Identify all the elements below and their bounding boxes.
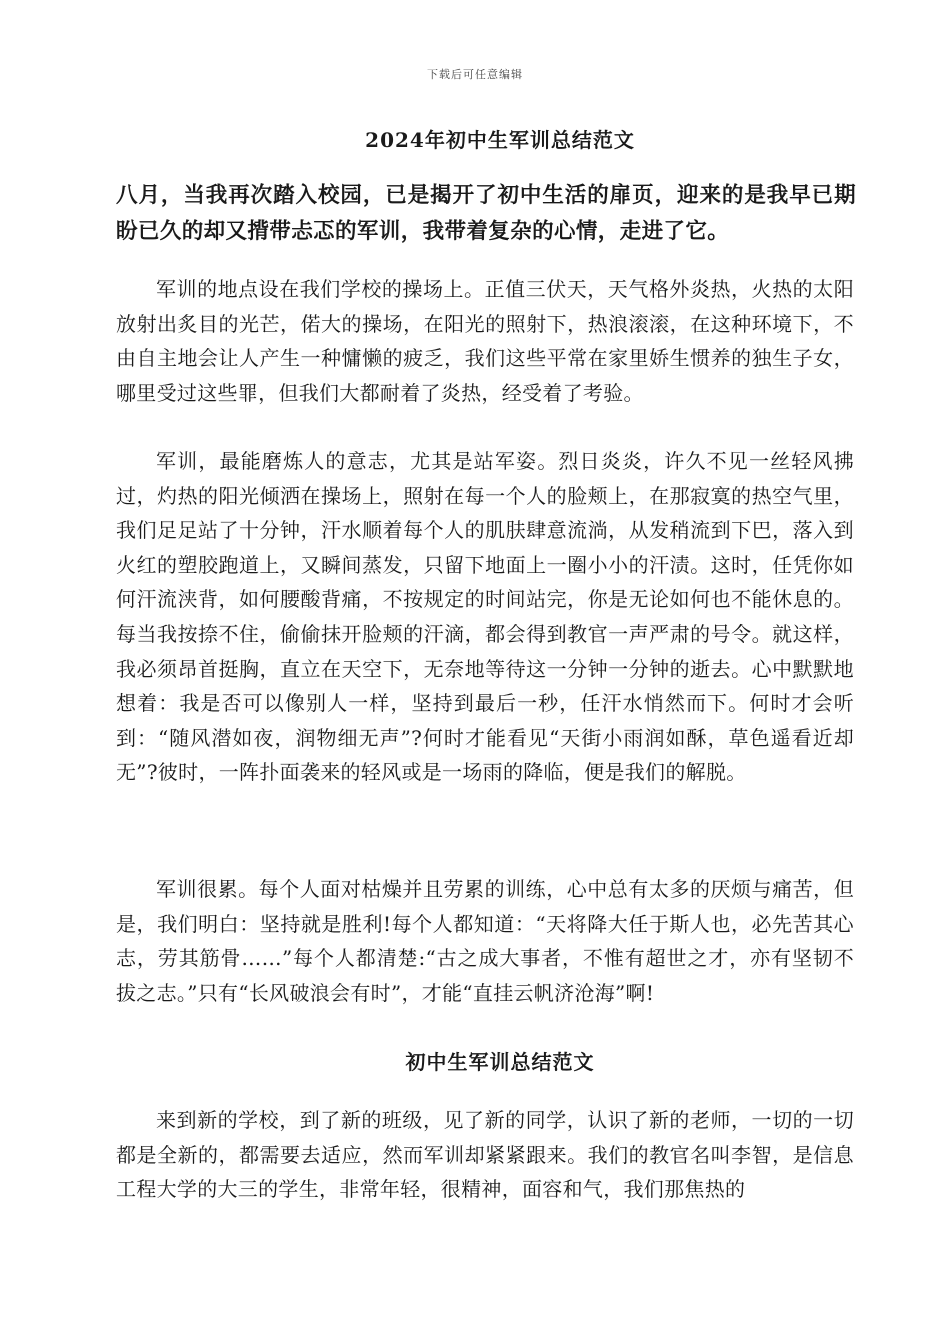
section-paragraph: 来到新的学校，到了新的班级，见了新的同学，认识了新的老师，一切的一切都是全新的，都需要去适应，然而军训却紧紧跟来。我们的教官名叫李智，是信息工程大学的大三的学生，非常年轻，很精神，面容和气，我们那焦热的	[116, 1108, 854, 1202]
lead-paragraph: 八月，当我再次踏入校园，已是揭开了初中生活的扉页，迎来的是我早已期盼已久的却又揹带忐忑的军训，我带着复杂的心情，走进了它。	[116, 183, 856, 244]
header-note: 下载后可任意编辑	[427, 68, 523, 81]
body-paragraph: 军训，最能磨炼人的意志，尤其是站军姿。烈日炎炎，许久不见一丝轻风拂过，灼热的阳光倾洒在操场上，照射在每一个人的脸颊上，在那寂寞的热空气里，我们足足站了十分钟，汗水顺着每个人的肌肤肆意流淌，从发稍流到下巴，落入到火红的塑胶跑道上，又瞬间蒸发，只留下地面上一圈小小的汗渍。这时，任凭你如何汗流浃背，如何腰酸背痛，不按规定的时间站完，你是无论如何也不能休息的。每当我按捺不住，偷偷抹开脸颊的汗滴，都会得到教官一声严肃的号令。就这样，我必须昂首挺胸，直立在天空下，无奈地等待这一分钟一分钟的逝去。心中默默地想着：我是否可以像别人一样，坚持到最后一秒，任汗水悄然而下。何时才会听到：“随风潜如夜，润物细无声”?何时才能看见“天街小雨润如酥，草色遥看近却无”?彼时，一阵扑面袭来的轻风或是一场雨的降临，便是我们的解脱。	[116, 449, 854, 785]
body-paragraph: 军训很累。每个人面对枯燥并且劳累的训练，心中总有太多的厌烦与痛苦，但是，我们明白：坚持就是胜利!每个人都知道：“天将降大任于斯人也，必先苦其心志，劳其筋骨……”每个人都清楚:“古之成大事者，不惟有超世之才，亦有坚韧不拔之志。”只有“长风破浪会有时”，才能“直挂云帆济沧海”啊!	[116, 877, 854, 1005]
section-title: 初中生军训总结范文	[405, 1050, 595, 1074]
document-title: 2024年初中生军训总结范文	[365, 128, 635, 152]
body-paragraph: 军训的地点设在我们学校的操场上。正值三伏天，天气格外炎热，火热的太阳放射出炙目的光芒，偌大的操场，在阳光的照射下，热浪滚滚，在这种环境下，不由自主地会让人产生一种慵懒的疲乏，我们这些平常在家里娇生惯养的独生子女，哪里受过这些罪，但我们大都耐着了炎热，经受着了考验。	[116, 277, 854, 405]
